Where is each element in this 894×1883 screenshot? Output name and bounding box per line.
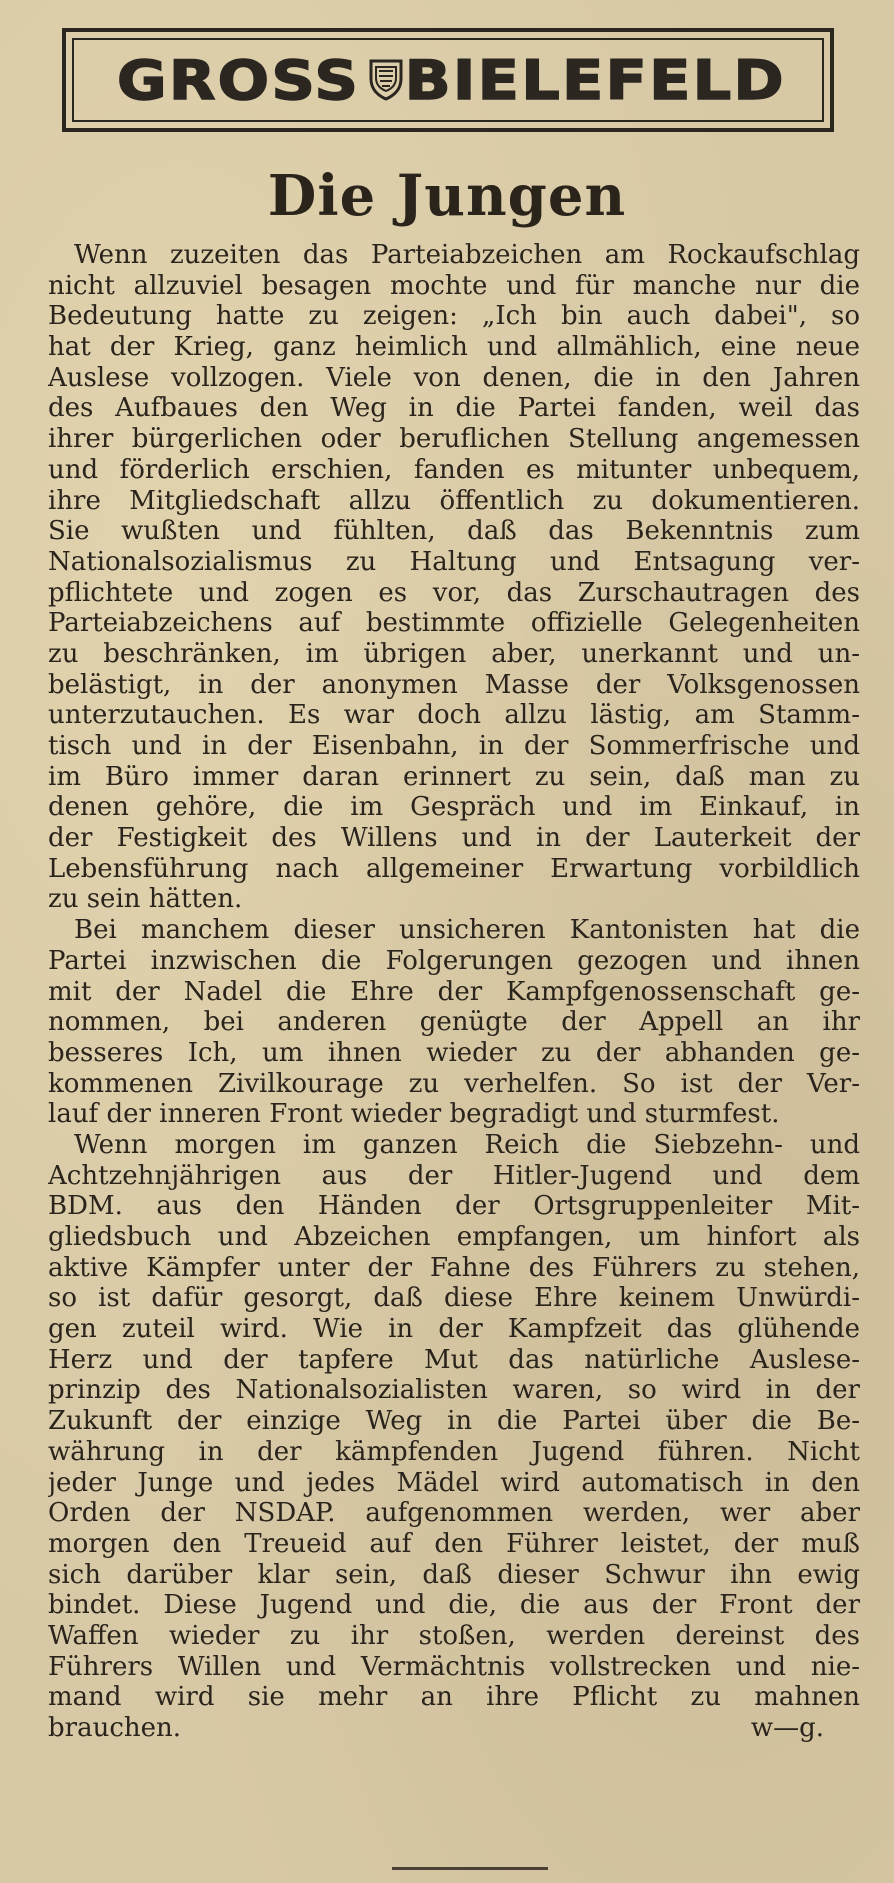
article-title: Die Jungen	[267, 163, 627, 229]
article-text-line: Sie wußten und fühlten, daß das Bekenntnis zum	[48, 516, 860, 547]
article-text-line: währung in der kämpfenden Jugend führen. Nicht	[48, 1436, 860, 1467]
masthead-word-gross: GROSS	[117, 48, 361, 112]
article-text-line: zu beschränken, im übrigen aber, unerkannt und un-	[48, 638, 860, 669]
article-signoff-line	[48, 1713, 860, 1744]
article-text-line: bindet. Diese Jugend und die, die aus der Front der	[48, 1590, 860, 1621]
article-closing-word: brauchen.	[48, 1713, 182, 1743]
article-paragraphs	[48, 240, 860, 1713]
article-text-line: Waffen wieder zu ihr stoßen, werden dereinst des	[48, 1620, 860, 1651]
article-text-line: des Aufbaues den Weg in die Partei fanden, weil das	[48, 393, 860, 424]
article-body	[48, 240, 860, 1744]
article-text-line: nommen, bei anderen genügte der Appell an ihr	[48, 1007, 860, 1038]
article-text-line: belästigt, in der anonymen Masse der Volksgenossen	[48, 669, 860, 700]
article-text-line: BDM. aus den Händen der Ortsgruppenleiter Mit-	[48, 1191, 860, 1222]
article-text-line: Führers Willen und Vermächtnis vollstrecken und nie-	[48, 1651, 860, 1682]
article-text-line: pflichtete und zogen es vor, das Zurschautragen des	[48, 577, 860, 608]
article-paragraph	[48, 1130, 860, 1713]
article-text-line: mand wird sie mehr an ihre Pflicht zu mahnen	[48, 1682, 860, 1713]
author-signature: w—g.	[750, 1713, 824, 1743]
article-text-line: denen gehöre, die im Gespräch und im Einkauf, in	[48, 792, 860, 823]
article-text-line: so ist dafür gesorgt, daß diese Ehre keinem Unwürdi-	[48, 1283, 860, 1314]
article-text-line: gliedsbuch und Abzeichen empfangen, um hinfort als	[48, 1222, 860, 1252]
masthead-word-bielefeld: BIELEFELD	[404, 48, 787, 112]
article-text-line: mit der Nadel die Ehre der Kampfgenossenschaft ge-	[48, 976, 860, 1007]
article-text-line: unterzutauchen. Es war doch allzu lästig, am Stamm-	[48, 700, 860, 731]
article-text-line: Nationalsozialismus zu Haltung und Entsagung ver-	[48, 546, 860, 577]
article-text-line: und förderlich erschien, fanden es mitunter unbequem,	[48, 454, 860, 485]
article-text-line: Lebensführung nach allgemeiner Erwartung vorbildlich	[48, 853, 860, 884]
article-text-line: Achtzehnjährigen aus der Hitler-Jugend und dem	[48, 1160, 860, 1191]
article-text-line: Partei inzwischen die Folgerungen gezogen und ihnen	[48, 945, 860, 976]
article-text-line: besseres Ich, um ihnen wieder zu der abhanden ge-	[48, 1037, 860, 1068]
article-text-line: prinzip des Nationalsozialisten waren, so wird in der	[48, 1375, 860, 1406]
article-text-line: im Büro immer daran erinnert zu sein, daß man zu	[48, 761, 860, 792]
article-text-line: gen zuteil wird. Wie in der Kampfzeit das glühende	[48, 1314, 860, 1345]
article-text-line: ihre Mitgliedschaft allzu öffentlich zu dokumentieren.	[48, 485, 860, 516]
article-text-line: aktive Kämpfer unter der Fahne des Führers zu stehen,	[48, 1252, 860, 1283]
article-text-line: Zukunft der einzige Weg in die Partei über die Be-	[48, 1406, 860, 1437]
article-text-line: nicht allzuviel besagen mochte und für manche nur die	[48, 270, 860, 301]
article-text-line: kommenen Zivilkourage zu verhelfen. So ist der Ver-	[48, 1068, 860, 1099]
article-text-line: Herz und der tapfere Mut das natürliche Auslese-	[48, 1344, 860, 1375]
masthead	[62, 28, 834, 132]
article-text-line: zu sein hätten.	[48, 884, 243, 915]
coat-of-arms-icon	[369, 59, 403, 101]
article-text-line: morgen den Treueid auf den Führer leistet, der muß	[48, 1528, 860, 1559]
article-paragraph	[48, 915, 860, 1130]
article-text-line: hat der Krieg, ganz heimlich und allmählich, eine neue	[48, 332, 860, 363]
article-text-line: Orden der NSDAP. aufgenommen werden, wer aber	[48, 1498, 860, 1529]
article-text-line: sich darüber klar sein, daß dieser Schwur ihn ewig	[48, 1559, 860, 1590]
article-text-line: lauf der inneren Front wieder begradigt und sturmfest.	[48, 1099, 780, 1130]
article-text-line: Parteiabzeichens auf bestimmte offizielle Gelegenheiten	[48, 608, 860, 639]
article-text-line: jeder Junge und jedes Mädel wird automatisch in den	[48, 1467, 860, 1498]
masthead-inner-frame	[72, 38, 824, 122]
closing-rule-divider	[392, 1867, 548, 1870]
article-text-line: Auslese vollzogen. Viele von denen, die in den Jahren	[48, 362, 860, 393]
article-text-line: ihrer bürgerlichen oder beruflichen Stellung angemessen	[48, 424, 860, 455]
article-paragraph	[48, 240, 860, 915]
article-text-line: Wenn morgen im ganzen Reich die Siebzehn- und	[74, 1129, 860, 1160]
article-text-line: tisch und in der Eisenbahn, in der Sommerfrische und	[48, 731, 860, 761]
article-text-line: Wenn zuzeiten das Parteiabzeichen am Rockaufschlag	[74, 240, 860, 270]
article-text-line: der Festigkeit des Willens und in der Lauterkeit der	[48, 823, 860, 854]
article-text-line: Bedeutung hatte zu zeigen: „Ich bin auch dabei", so	[48, 301, 860, 332]
article-text-line: Bei manchem dieser unsicheren Kantonisten hat die	[74, 915, 860, 946]
